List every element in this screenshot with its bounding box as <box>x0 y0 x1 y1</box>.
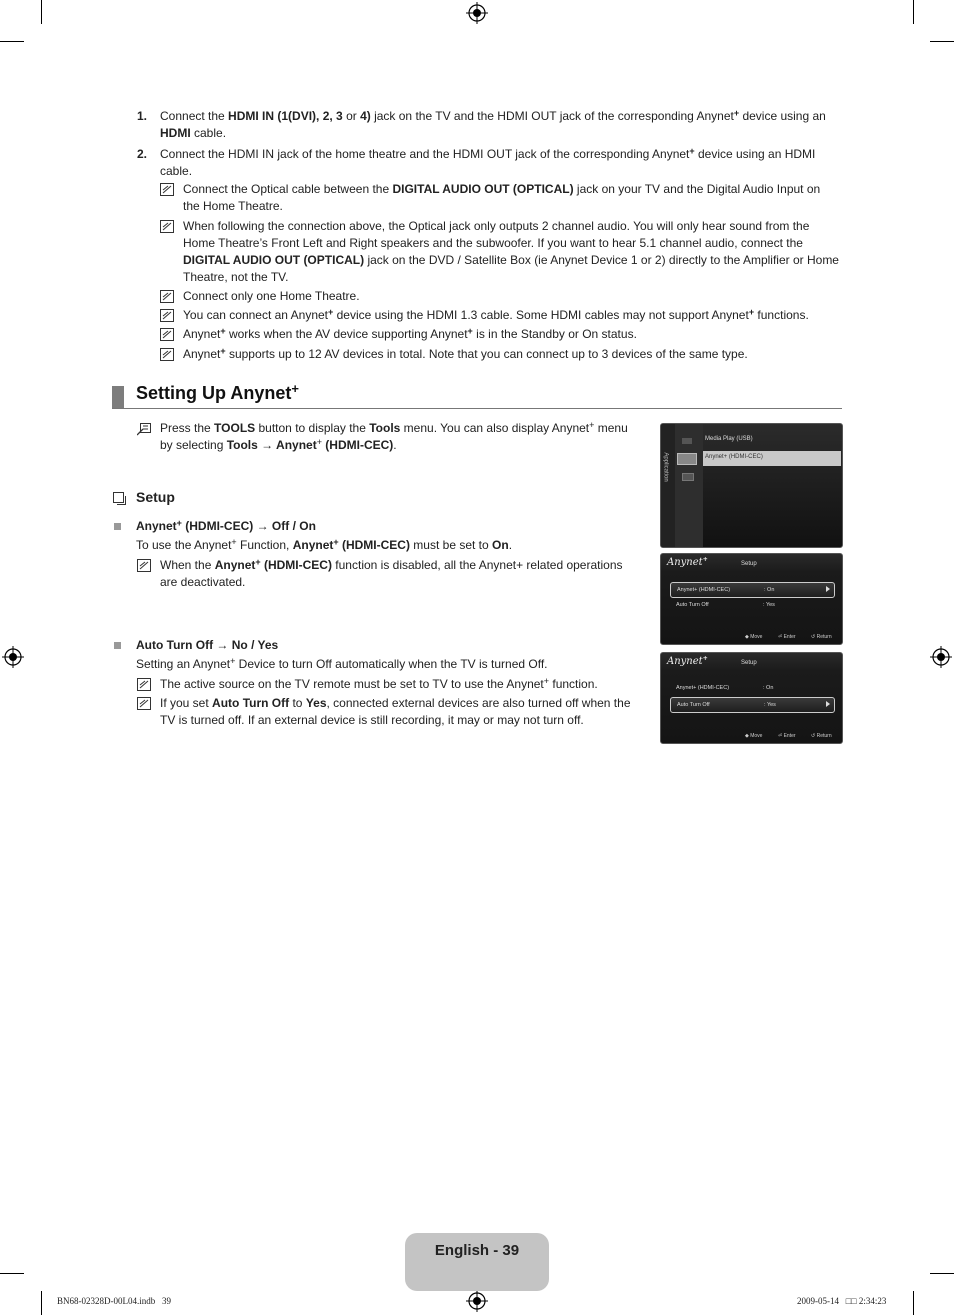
crop-mark <box>0 1273 24 1274</box>
side-label: Application <box>662 452 669 482</box>
checkbox-icon <box>113 492 124 503</box>
note-icon <box>137 559 151 572</box>
tools-icon <box>137 423 151 436</box>
section-divider <box>112 408 842 409</box>
page-number: English - 39 <box>434 1242 520 1259</box>
registration-mark-icon <box>466 1290 488 1312</box>
note-icon <box>160 348 174 361</box>
hint-return: ↺ Return <box>811 634 832 640</box>
tv-screen-application <box>660 423 843 548</box>
note-icon <box>160 309 174 322</box>
note-icon <box>160 290 174 303</box>
tools-instruction: Press the TOOLS button to display the Tools menu. You can also display Anynet+ menu by selecting Tools → Anynet+ (HDMI-CEC). <box>160 420 628 452</box>
setting-row-auto-turn-off[interactable]: Auto Turn Off : Yes <box>676 602 775 608</box>
note-icon <box>137 697 151 710</box>
usb-icon <box>682 438 692 444</box>
item-body-auto-turn-off: Setting an Anynet+ Device to turn Off automatically when the TV is turned Off. <box>136 656 548 671</box>
note-icon <box>160 183 174 196</box>
hint-move: ◆ Move <box>745 733 763 739</box>
item-title-auto-turn-off: Auto Turn Off → No / Yes <box>136 638 279 652</box>
bullet-square-icon <box>114 523 121 530</box>
step-text: Connect the HDMI IN (1(DVI), 2, 3 or 4) jack on the TV and the HDMI OUT jack of the corresponding Anynet+ device using an HDMI cable. <box>160 108 826 140</box>
footer-file-info: BN68-02328D-00L04.indb 39 <box>57 1296 171 1306</box>
crop-mark <box>930 1273 954 1274</box>
crop-mark <box>930 41 954 42</box>
subsection-title: Setup <box>136 489 175 505</box>
menu-item-anynet-selected[interactable]: Anynet+ (HDMI-CEC) <box>703 451 841 466</box>
crop-mark <box>0 41 24 42</box>
anynet-logo: Anynet+ <box>667 655 708 667</box>
arrow-right-icon <box>826 701 830 707</box>
section-title: Setting Up Anynet+ <box>136 381 299 403</box>
registration-mark-icon <box>2 646 24 668</box>
anynet-logo: Anynet+ <box>667 556 708 568</box>
menu-icon <box>682 473 694 481</box>
section-bar <box>112 386 124 409</box>
step-number: 2. <box>137 147 148 161</box>
crop-mark <box>913 0 914 24</box>
arrow-right-icon <box>826 586 830 592</box>
hint-enter: ⏎ Enter <box>778 733 796 739</box>
step-text: Connect the HDMI IN jack of the home theatre and the HDMI OUT jack of the corresponding Anynet+ device using an HDMI cable. <box>160 146 816 178</box>
footer-timestamp: 2009-05-14 □□ 2:34:23 <box>797 1296 887 1306</box>
application-icon <box>677 453 697 465</box>
tv-screen-setup-anynet <box>660 553 843 645</box>
screen-title: Setup <box>741 561 757 567</box>
registration-mark-icon <box>930 646 952 668</box>
note-icon <box>160 328 174 341</box>
step-2 <box>137 146 842 180</box>
note-icon <box>137 678 151 691</box>
hint-move: ◆ Move <box>745 634 763 640</box>
crop-mark <box>41 0 42 24</box>
screen-title: Setup <box>741 660 757 666</box>
tv-screen-setup-auto-turn-off <box>660 652 843 744</box>
item-body-anynet: To use the Anynet+ Function, Anynet+ (HDMI-CEC) must be set to On. <box>136 537 513 552</box>
crop-mark <box>913 1291 914 1315</box>
note-icon <box>160 220 174 233</box>
menu-item-media-play[interactable]: Media Play (USB) <box>705 436 753 442</box>
registration-mark-icon <box>466 2 488 24</box>
setting-row-auto-turn-off[interactable]: Auto Turn Off : Yes <box>670 697 835 713</box>
hint-enter: ⏎ Enter <box>778 634 796 640</box>
setting-row-anynet[interactable]: Anynet+ (HDMI-CEC) : On <box>676 685 774 691</box>
step-1 <box>137 108 842 142</box>
setting-row-anynet[interactable]: Anynet+ (HDMI-CEC) : On <box>670 582 835 598</box>
hint-return: ↺ Return <box>811 733 832 739</box>
step-number: 1. <box>137 109 148 123</box>
bullet-square-icon <box>114 642 121 649</box>
crop-mark <box>41 1291 42 1315</box>
item-title-anynet: Anynet+ (HDMI-CEC) → Off / On <box>136 518 316 533</box>
